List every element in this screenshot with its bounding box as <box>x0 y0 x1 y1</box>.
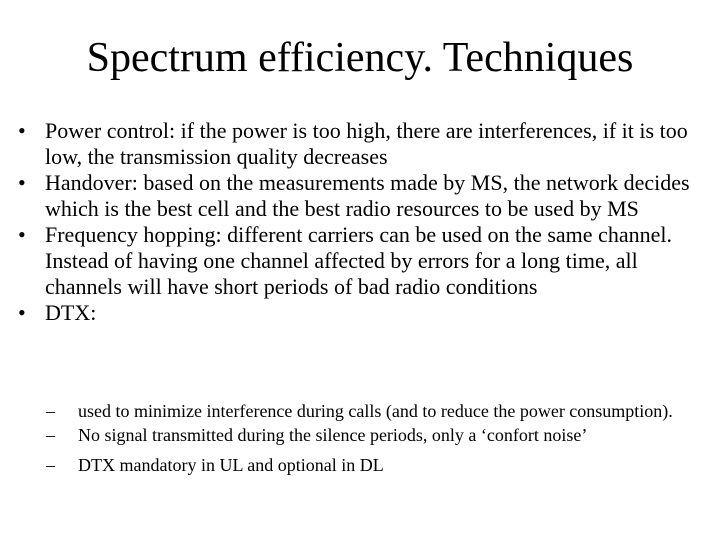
bullet-marker: • <box>18 300 26 325</box>
bullet-item-frequency-hopping <box>18 222 708 300</box>
bullet-list <box>18 118 708 326</box>
sub-bullet-item-dtx-mandatory <box>46 454 686 476</box>
bullet-item-dtx <box>18 300 708 326</box>
bullet-marker: • <box>18 170 26 195</box>
sub-bullet-text: used to minimize interference during calls (and to reduce the power consumption). <box>78 401 673 421</box>
bullet-text: Power control: if the power is too high, there are interferences, if it is too low, the transmission quality decreases <box>45 118 688 169</box>
sub-bullet-marker: – <box>46 455 55 475</box>
sub-bullet-item-no-signal <box>46 424 686 446</box>
slide-title: Spectrum efficiency. Techniques <box>86 35 634 81</box>
bullet-text: Frequency hopping: different carriers can be used on the same channel. Instead of having one channel affected by errors for a long time, all channels will have short periods of bad radio conditions <box>45 222 672 299</box>
sub-bullet-text: No signal transmitted during the silence periods, only a ‘confort noise’ <box>78 425 588 445</box>
sub-bullet-marker: – <box>46 425 55 445</box>
bullet-marker: • <box>18 118 26 143</box>
sub-bullet-item-minimize-interference <box>46 400 686 422</box>
bullet-item-power-control <box>18 118 708 170</box>
bullet-text: DTX: <box>45 300 97 325</box>
bullet-text: Handover: based on the measurements made by MS, the network decides which is the best cell and the best radio resources to be used by MS <box>45 170 690 221</box>
bullet-marker: • <box>18 222 26 247</box>
sub-bullet-marker: – <box>46 401 55 421</box>
sub-bullet-list <box>46 400 686 476</box>
bullet-item-handover <box>18 170 708 222</box>
sub-bullet-text: DTX mandatory in UL and optional in DL <box>78 455 384 475</box>
